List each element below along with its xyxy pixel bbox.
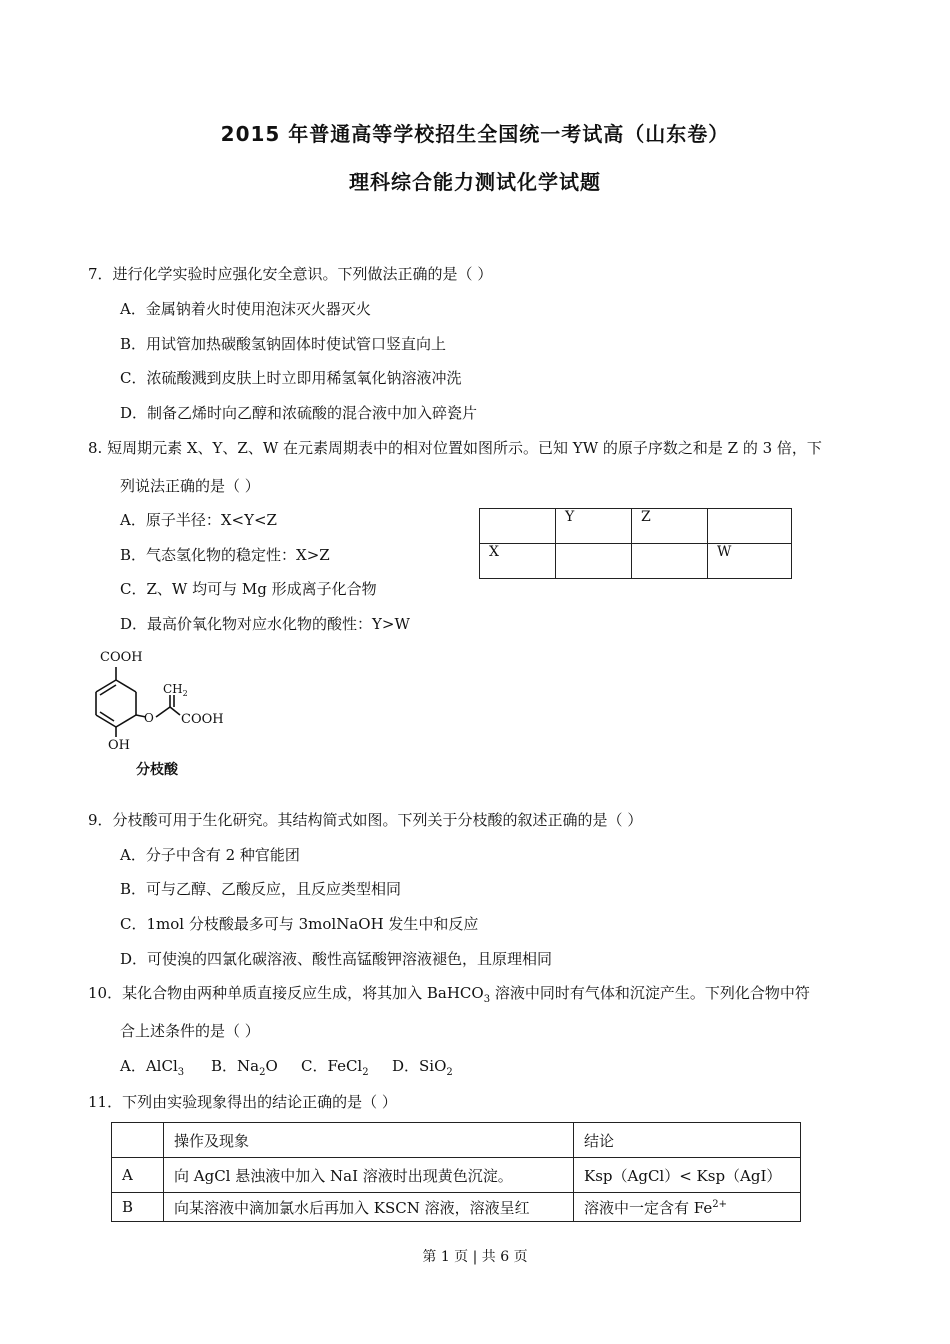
exam-title: 2015 年普通高等学校招生全国统一考试高（山东卷） [220,122,730,146]
table-cell [480,509,556,544]
table-cell: A [112,1158,164,1193]
q8-option-d: D．最高价氧化物对应水化物的酸性：Y>W [120,615,410,633]
structure-caption: 分枝酸 [136,762,178,778]
q9-stem: 9．分枝酸可用于生化研究。其结构简式如图。下列关于分枝酸的叙述正确的是（ ） [88,811,643,829]
table-cell: 向 AgCl 悬浊液中加入 NaI 溶液时出现黄色沉淀。 [164,1158,574,1193]
table-cell [632,544,708,579]
q7-stem: 7．进行化学实验时应强化安全意识。下列做法正确的是（ ） [88,265,493,283]
ether-o-label: O [144,711,154,725]
q7-option-c: C．浓硫酸溅到皮肤上时立即用稀氢氧化钠溶液冲洗 [120,369,462,387]
q9-option-b: B．可与乙醇、乙酸反应，且反应类型相同 [120,880,402,898]
q10-stem: 10．某化合物由两种单质直接反应生成，将其加入 BaHCO$_3$ 溶液中同时有气体和沉淀产生。下列化合物中符 [88,984,810,1005]
table-header-cell [112,1123,164,1158]
page-footer: 第 1 页 | 共 6 页 [422,1249,528,1265]
table-cell: Z [632,509,708,544]
table-header-cell: 操作及现象 [164,1123,574,1158]
q8-option-b: B．气态氢化物的稳定性：X>Z [120,546,330,564]
q10-option-b: B．$Na_2O$ [211,1057,278,1078]
table-header-cell: 结论 [574,1123,801,1158]
table-cell: 溶液中一定含有 $Fe^{2+}$ [574,1193,801,1222]
q8-stem-cont: 列说法正确的是（ ） [120,477,260,495]
q8-option-a: A．原子半径：X<Y<Z [120,511,277,529]
table-cell: 向某溶液中滴加氯水后再加入 KSCN 溶液，溶液呈红 [164,1193,574,1222]
q11-results-table [111,1122,801,1222]
table-cell [708,509,792,544]
periodic-position-table [479,508,792,579]
table-cell: X [480,544,556,579]
q9-option-c: C．1mol 分枝酸最多可与 3molNaOH 发生中和反应 [120,915,479,933]
cooh-top-label: COOH [100,650,143,665]
q7-option-a: A．金属钠着火时使用泡沫灭火器灭火 [120,300,371,318]
q10-option-a: A．AlCl$_3$ [120,1057,185,1078]
q8-stem: 8. 短周期元素 X、Y、Z、W 在元素周期表中的相对位置如图所示。已知 YW 的原子序数之和是 Z 的 3 倍，下 [88,439,822,457]
table-cell [556,544,632,579]
q11-stem: 11．下列由实验现象得出的结论正确的是（ ） [88,1093,397,1111]
q8-option-c: C．Z、W 均可与 Mg 形成离子化合物 [120,580,377,598]
q9-option-a: A．分子中含有 2 种官能团 [120,846,300,864]
ch2-label: $CH_2$ [163,682,188,698]
exam-subtitle: 理科综合能力测试化学试题 [349,170,601,194]
table-cell: B [112,1193,164,1222]
q10-option-c: C．FeCl$_2$ [301,1057,369,1078]
q7-option-d: D．制备乙烯时向乙醇和浓硫酸的混合液中加入碎瓷片 [120,404,478,422]
table-cell: Ksp（AgCl）< Ksp（AgI） [574,1158,801,1193]
oh-label: OH [108,738,130,753]
table-cell: Y [556,509,632,544]
q10-stem-cont: 合上述条件的是（ ） [120,1022,260,1040]
cooh-side-label: COOH [181,712,224,727]
chorismic-acid-structure [80,645,250,785]
q10-option-d: D．SiO$_2$ [392,1057,453,1078]
table-cell: W [708,544,792,579]
q7-option-b: B．用试管加热碳酸氢钠固体时使试管口竖直向上 [120,335,447,353]
q9-option-d: D．可使溴的四氯化碳溶液、酸性高锰酸钾溶液褪色，且原理相同 [120,950,553,968]
